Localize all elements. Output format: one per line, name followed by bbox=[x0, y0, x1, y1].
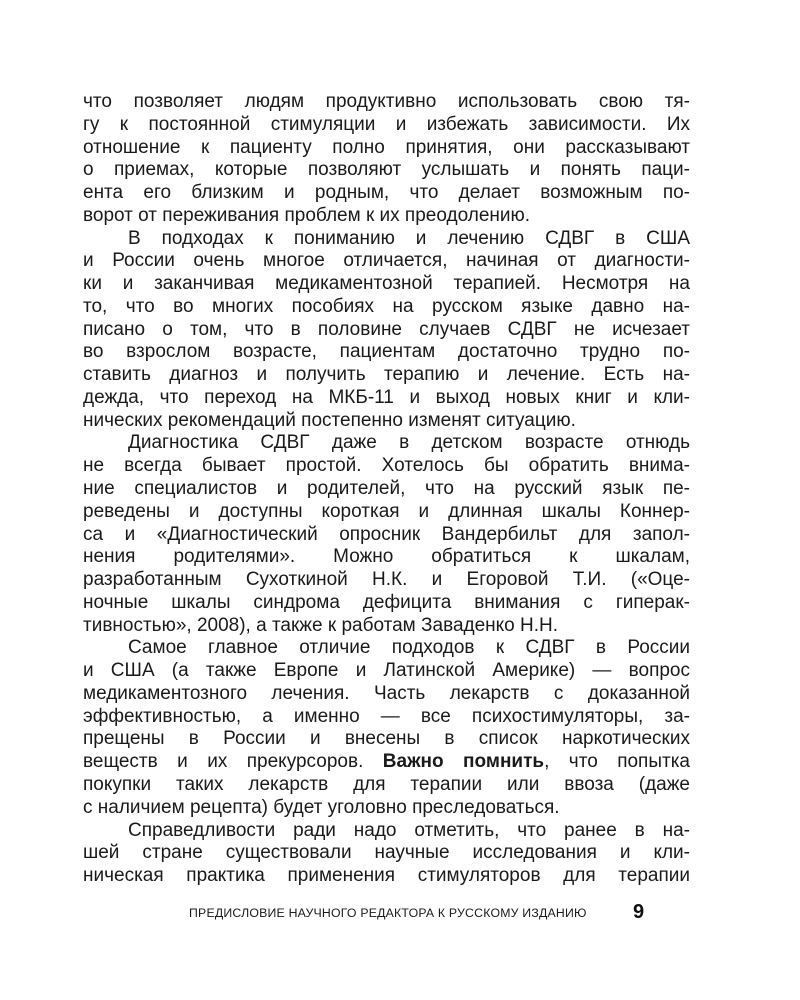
text-line: разработанным Сухоткиной Н.К. и Егоровой Т.И. («Оце- bbox=[83, 569, 690, 591]
text-line: то, что во многих пособиях на русском языке давно на- bbox=[83, 295, 690, 317]
text-line: В подходах к пониманию и лечению СДВГ в США bbox=[128, 227, 690, 249]
body-text bbox=[83, 91, 690, 888]
text-line: ента его близким и родным, что делает возможным по- bbox=[83, 182, 690, 204]
text-line: с наличием рецепта) будет уголовно преследоваться. bbox=[83, 796, 560, 818]
text-line: реведены и доступны короткая и длинная шкалы Коннер- bbox=[83, 500, 690, 522]
text-line: нения родителями». Можно обратиться к шкалам, bbox=[83, 546, 690, 568]
text-line: и США (а также Европе и Латинской Америке) — вопрос bbox=[83, 660, 690, 682]
text-line: Самое главное отличие подходов к СДВГ в России bbox=[128, 637, 690, 659]
text-line: ночные шкалы синдрома дефицита внимания с гиперак- bbox=[83, 591, 690, 613]
text-line: эффективностью, а именно — все психостимуляторы, за- bbox=[83, 705, 690, 727]
footer-title: ПРЕДИСЛОВИЕ НАУЧНОГО РЕДАКТОРА К РУССКОМУ ИЗДАНИЮ bbox=[189, 906, 587, 920]
text-segment: , что попытка bbox=[544, 751, 690, 773]
text-line: прещены в России и внесены в список наркотических bbox=[83, 728, 690, 750]
text-line: покупки таких лекарств для терапии или ввоза (даже bbox=[83, 773, 690, 795]
text-line: шей стране существовали научные исследования и кли- bbox=[83, 842, 690, 864]
text-line: и России очень многое отличается, начиная от диагности- bbox=[83, 250, 690, 272]
text-line: Диагностика СДВГ даже в детском возрасте отнюдь bbox=[128, 432, 690, 454]
text-line: не всегда бывает простой. Хотелось бы обратить внима- bbox=[83, 455, 690, 477]
text-line: ническая практика применения стимуляторов для терапии bbox=[83, 865, 690, 887]
text-line: писано о том, что в половине случаев СДВГ не исчезает bbox=[83, 318, 690, 340]
text-line: медикаментозного лечения. Часть лекарств с доказанной bbox=[83, 682, 690, 704]
text-line: нических рекомендаций постепенно изменят ситуацию. bbox=[83, 409, 576, 431]
text-line: тивностью», 2008), а также к работам Заваденко Н.Н. bbox=[83, 614, 559, 636]
text-line: ворот от переживания проблем к их преодолению. bbox=[83, 204, 531, 226]
running-footer bbox=[0, 901, 800, 924]
text-line: дежда, что переход на МКБ-11 и выход новых книг и кли- bbox=[83, 386, 690, 408]
bold-emphasis: Важно помнить bbox=[382, 751, 545, 773]
text-line: ставить диагноз и получить терапию и лечение. Есть на- bbox=[83, 364, 690, 386]
text-line: са и «Диагностический опросник Вандербильт для запол- bbox=[83, 523, 690, 545]
text-segment: веществ и их прекурсоров. bbox=[83, 751, 364, 773]
text-line bbox=[83, 751, 690, 774]
text-line: во взрослом возрасте, пациентам достаточно трудно по- bbox=[83, 341, 690, 363]
text-line: гу к постоянной стимуляции и избежать зависимости. Их bbox=[83, 113, 690, 135]
text-line: Справедливости ради надо отметить, что ранее в на- bbox=[128, 819, 690, 841]
text-line: о приемах, которые позволяют услышать и понять паци- bbox=[83, 159, 690, 181]
text-line: что позволяет людям продуктивно использовать свою тя- bbox=[83, 91, 690, 112]
text-line: ние специалистов и родителей, что на русский язык пе- bbox=[83, 478, 690, 500]
page-number: 9 bbox=[633, 901, 645, 923]
text-line: отношение к пациенту полно принятия, они рассказывают bbox=[83, 136, 690, 158]
text-line: ки и заканчивая медикаментозной терапией. Несмотря на bbox=[83, 273, 690, 295]
